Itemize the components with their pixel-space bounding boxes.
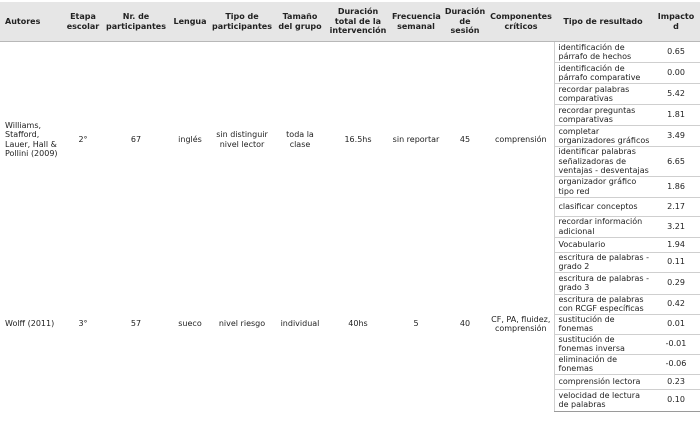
cell-result-type: escritura de palabras con RCGF específicas <box>554 294 652 314</box>
cell-session: 45 <box>459 134 471 144</box>
cell-language: inglés <box>178 134 202 144</box>
cell-impact: 6.65 <box>652 147 700 177</box>
cell-result-type: identificación de párrafo de hechos <box>554 42 652 63</box>
cell-impact: 0.01 <box>652 314 700 334</box>
cell-participants-count: 57 <box>130 319 142 329</box>
cell-result-type: sustitución de fonemas <box>554 314 652 334</box>
cell-impact: 0.23 <box>652 374 700 389</box>
cell-result-type: comprensión lectora <box>554 374 652 389</box>
header-components: Componentes críticos <box>488 2 554 42</box>
cell-language: sueco <box>178 319 202 329</box>
cell-components: comprensión <box>494 134 547 144</box>
table-row <box>0 237 700 252</box>
meta-analysis-table <box>0 2 700 412</box>
cell-impact: -0.06 <box>652 354 700 374</box>
cell-impact: 5.42 <box>652 84 700 105</box>
header-session: Duración de sesión <box>442 2 488 42</box>
cell-impact: -0.01 <box>652 334 700 354</box>
header-participant-type: Tipo de participantes <box>210 2 274 42</box>
header-result-type: Tipo de resultado <box>554 2 652 42</box>
cell-result-type: clasificar conceptos <box>554 197 652 216</box>
cell-result-type: sustitución de fonemas inversa <box>554 334 652 354</box>
cell-result-type: recordar palabras comparativas <box>554 84 652 105</box>
cell-impact: 1.81 <box>652 105 700 126</box>
cell-authors: Williams, Stafford, Lauer, Hall & Pollini (2009) <box>5 120 58 158</box>
cell-result-type: organizador gráfico tipo red <box>554 176 652 197</box>
cell-impact: 1.86 <box>652 176 700 197</box>
table-row <box>0 42 700 63</box>
cell-result-type: velocidad de lectura de palabras <box>554 389 652 411</box>
cell-result-type: identificar palabras señalizadoras de ventajas - desventajas <box>554 147 652 177</box>
cell-authors: Wolff (2011) <box>5 319 55 329</box>
cell-result-type: Vocabulario <box>554 237 652 252</box>
cell-duration: 16.5hs <box>344 134 372 144</box>
header-authors: Autores <box>0 2 64 42</box>
table-body <box>0 42 700 412</box>
header-frequency: Frecuencia semanal <box>390 2 442 42</box>
cell-stage: 2° <box>78 134 88 144</box>
cell-impact: 0.00 <box>652 63 700 84</box>
cell-result-type: identificación de párrafo comparative <box>554 63 652 84</box>
cell-impact: 0.11 <box>652 252 700 272</box>
cell-components: CF, PA, fluidez, comprensión <box>491 314 551 333</box>
cell-participant-type: nivel riesgo <box>218 319 266 329</box>
cell-group-size: individual <box>280 319 320 329</box>
cell-group-size: toda la clase <box>286 130 314 149</box>
cell-participant-type: sin distinguir nivel lector <box>216 130 268 149</box>
cell-impact: 1.94 <box>652 237 700 252</box>
cell-impact: 0.10 <box>652 389 700 411</box>
cell-frequency: 5 <box>413 319 419 329</box>
cell-impact: 0.29 <box>652 272 700 294</box>
cell-stage: 3° <box>78 319 88 329</box>
header-stage: Etapa escolar <box>64 2 102 42</box>
cell-impact: 3.21 <box>652 216 700 237</box>
cell-impact: 2.17 <box>652 197 700 216</box>
cell-result-type: recordar preguntas comparativas <box>554 105 652 126</box>
cell-result-type: recordar información adicional <box>554 216 652 237</box>
header-group-size: Tamaño del grupo <box>274 2 326 42</box>
header-duration: Duración total de la intervención <box>326 2 390 42</box>
cell-impact: 3.49 <box>652 126 700 147</box>
cell-result-type: eliminación de fonemas <box>554 354 652 374</box>
cell-impact: 0.65 <box>652 42 700 63</box>
cell-participants-count: 67 <box>130 134 142 144</box>
cell-result-type: escritura de palabras - grado 2 <box>554 252 652 272</box>
cell-session: 40 <box>459 319 471 329</box>
table-header-row <box>0 2 700 42</box>
cell-result-type: escritura de palabras - grado 3 <box>554 272 652 294</box>
cell-impact: 0.42 <box>652 294 700 314</box>
header-participants-count: Nr. de participantes <box>102 2 170 42</box>
header-impact: Impacto d <box>652 2 700 42</box>
header-language: Lengua <box>170 2 210 42</box>
cell-result-type: completar organizadores gráficos <box>554 126 652 147</box>
cell-duration: 40hs <box>348 319 368 329</box>
cell-frequency: sin reportar <box>392 134 440 144</box>
